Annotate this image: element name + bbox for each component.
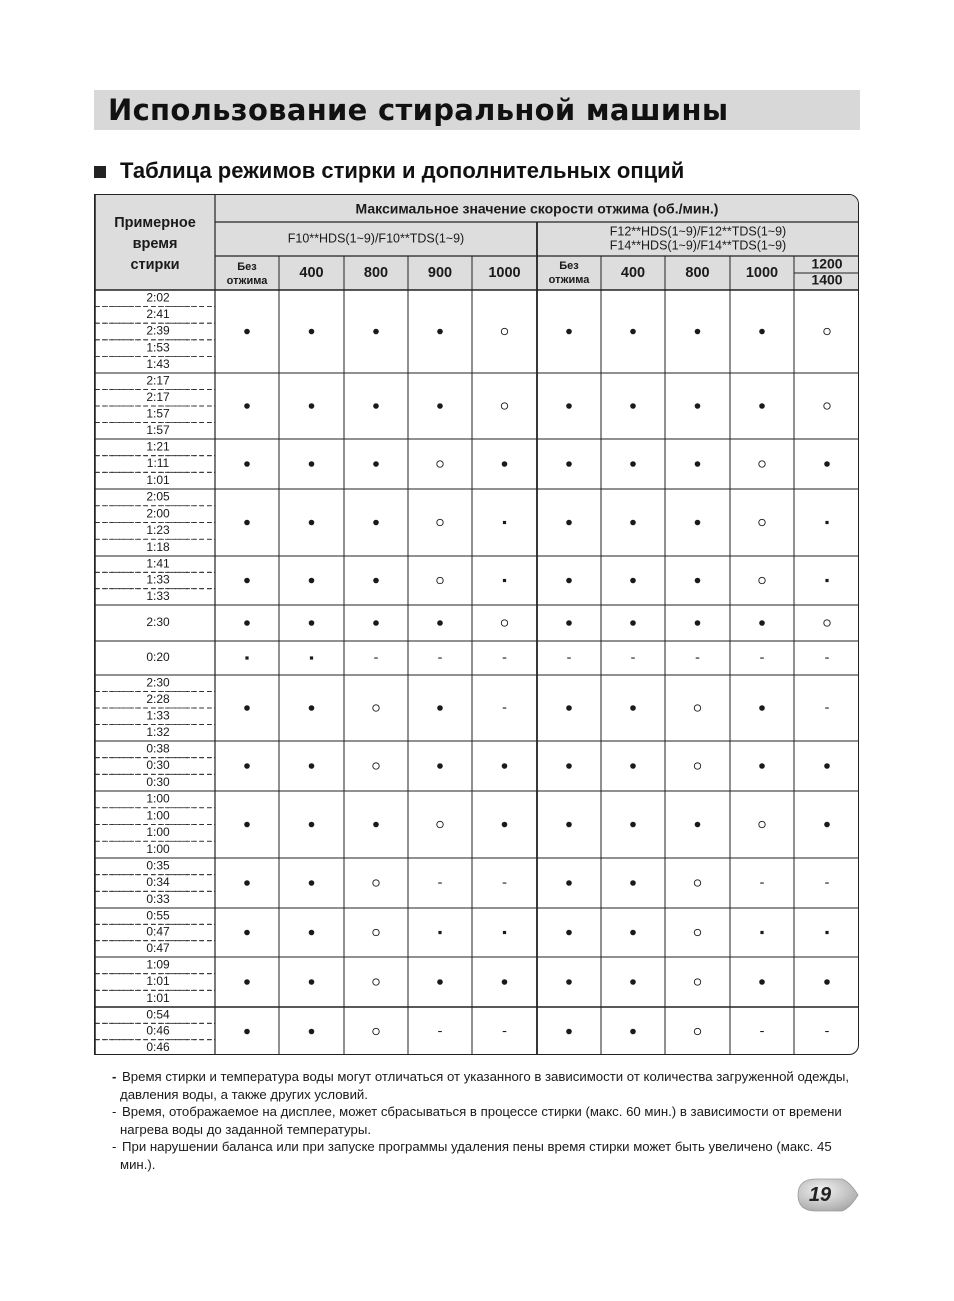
note-text: Время, отображаемое на дисплее, может сбрасываться в процессе стирки (макс. 60 мин.) в зависимости от времени нагрева воды до заданной температуры. — [120, 1104, 842, 1137]
wash-time: 2:30 — [146, 675, 170, 690]
open-circle-icon — [824, 620, 830, 626]
filled-circle-icon — [309, 520, 315, 526]
wash-time: 0:46 — [146, 1023, 170, 1038]
filled-circle-icon — [244, 520, 250, 526]
filled-circle-icon — [502, 979, 508, 985]
filled-circle-icon — [630, 403, 636, 409]
open-circle-icon — [759, 821, 765, 827]
wash-time: 2:00 — [146, 506, 170, 521]
dash-icon — [825, 708, 829, 709]
time-header-line: Примерное — [114, 214, 196, 231]
open-circle-icon — [501, 620, 507, 626]
filled-circle-icon — [566, 880, 572, 886]
filled-circle-icon — [502, 763, 508, 769]
wash-time: 1:09 — [146, 957, 170, 972]
filled-circle-icon — [309, 979, 315, 985]
filled-circle-icon — [309, 705, 315, 711]
wash-programs-table — [94, 194, 859, 1055]
filled-circle-icon — [309, 461, 315, 467]
filled-circle-icon — [244, 329, 250, 335]
note-text: Время стирки и температура воды могут отличаться от указанного в зависимости от количества загруженной одежды, давления воды, а также других условий. — [120, 1069, 850, 1102]
bold-dash-icon — [825, 931, 828, 934]
dash-icon — [503, 708, 507, 709]
wash-time: 1:57 — [146, 422, 170, 437]
filled-circle-icon — [695, 461, 701, 467]
dash-icon — [760, 658, 764, 659]
spin-speed-label: 400 — [299, 264, 324, 281]
filled-circle-icon — [759, 329, 765, 335]
filled-circle-icon — [373, 329, 379, 335]
spin-speed-label: 400 — [620, 264, 646, 281]
filled-circle-icon — [630, 1029, 636, 1035]
dash-icon — [825, 883, 829, 884]
wash-time: 1:23 — [146, 523, 170, 538]
open-circle-icon — [373, 705, 379, 711]
filled-circle-icon — [566, 329, 572, 335]
filled-circle-icon — [502, 461, 508, 467]
bold-dash-icon — [245, 656, 248, 659]
wash-time: 2:39 — [146, 323, 170, 338]
note-text: При нарушении баланса или при запуске программы удаления пены время стирки может быть увеличено (макс. 45 мин.). — [120, 1139, 832, 1172]
no-spin-label: отжима — [548, 273, 590, 286]
filled-circle-icon — [373, 461, 379, 467]
dash-icon — [438, 883, 442, 884]
wash-time: 2:05 — [146, 489, 170, 504]
filled-circle-icon — [244, 979, 250, 985]
open-circle-icon — [694, 763, 700, 769]
wash-time: 0:47 — [146, 941, 170, 956]
model-group-2-line: F12**HDS(1~9)/F12**TDS(1~9) — [609, 224, 787, 239]
wash-time: 1:01 — [146, 472, 170, 487]
filled-circle-icon — [630, 930, 636, 936]
bold-dash-icon — [503, 579, 506, 582]
filled-circle-icon — [759, 403, 765, 409]
filled-circle-icon — [566, 979, 572, 985]
filled-circle-icon — [630, 763, 636, 769]
wash-time: 1:43 — [146, 356, 170, 371]
open-circle-icon — [373, 929, 379, 935]
filled-circle-icon — [244, 880, 250, 886]
no-spin-label: Без — [237, 260, 257, 273]
filled-circle-icon — [309, 822, 315, 828]
filled-circle-icon — [309, 620, 315, 626]
wash-time: 0:54 — [146, 1007, 170, 1022]
note-dash: - — [112, 1139, 117, 1154]
wash-time: 1:33 — [146, 572, 170, 587]
filled-circle-icon — [824, 822, 830, 828]
filled-circle-icon — [373, 403, 379, 409]
filled-circle-icon — [373, 578, 379, 584]
bold-dash-icon — [760, 931, 763, 934]
filled-circle-icon — [244, 822, 250, 828]
wash-time: 0:35 — [146, 858, 170, 873]
filled-circle-icon — [566, 520, 572, 526]
model-group-1: F10**HDS(1~9)/F10**TDS(1~9) — [287, 231, 465, 246]
wash-time: 0:20 — [146, 650, 170, 665]
filled-circle-icon — [244, 930, 250, 936]
dash-icon — [438, 658, 442, 659]
open-circle-icon — [437, 821, 443, 827]
filled-circle-icon — [759, 705, 765, 711]
square-bullet-icon — [94, 166, 106, 178]
filled-circle-icon — [566, 930, 572, 936]
spin-speed-label: 1000 — [488, 264, 521, 281]
open-circle-icon — [694, 1028, 700, 1034]
bold-dash-icon — [438, 931, 441, 934]
open-circle-icon — [373, 763, 379, 769]
title-bar — [94, 90, 860, 130]
wash-time: 2:41 — [146, 307, 170, 322]
filled-circle-icon — [244, 705, 250, 711]
wash-time: 0:46 — [146, 1040, 170, 1055]
dash-icon — [374, 658, 378, 659]
dash-icon — [696, 658, 700, 659]
open-circle-icon — [824, 328, 830, 334]
wash-time: 1:21 — [146, 439, 170, 454]
wash-time: 1:00 — [146, 825, 170, 840]
filled-circle-icon — [437, 403, 443, 409]
spin-speed-label: 1400 — [811, 271, 843, 288]
filled-circle-icon — [695, 620, 701, 626]
wash-time: 1:11 — [146, 456, 170, 471]
filled-circle-icon — [566, 403, 572, 409]
filled-circle-icon — [566, 1029, 572, 1035]
open-circle-icon — [373, 979, 379, 985]
open-circle-icon — [373, 880, 379, 886]
filled-circle-icon — [373, 620, 379, 626]
filled-circle-icon — [244, 403, 250, 409]
spin-speed-label: 800 — [685, 264, 710, 281]
filled-circle-icon — [630, 520, 636, 526]
filled-circle-icon — [695, 403, 701, 409]
filled-circle-icon — [309, 880, 315, 886]
wash-time: 1:18 — [146, 539, 170, 554]
time-header-line: стирки — [130, 256, 180, 273]
filled-circle-icon — [373, 520, 379, 526]
bold-dash-icon — [310, 656, 313, 659]
open-circle-icon — [437, 519, 443, 525]
filled-circle-icon — [759, 979, 765, 985]
filled-circle-icon — [566, 578, 572, 584]
spin-speed-label: 800 — [363, 264, 389, 281]
filled-circle-icon — [309, 578, 315, 584]
filled-circle-icon — [437, 979, 443, 985]
filled-circle-icon — [244, 461, 250, 467]
spin-speed-label: 900 — [427, 264, 453, 281]
open-circle-icon — [437, 577, 443, 583]
wash-time: 1:41 — [146, 556, 170, 571]
bold-dash-icon — [825, 521, 828, 524]
wash-time: 1:33 — [146, 708, 170, 723]
bold-dash-icon — [825, 579, 828, 582]
filled-circle-icon — [630, 979, 636, 985]
wash-time: 1:01 — [146, 974, 170, 989]
wash-time: 0:38 — [146, 741, 170, 756]
filled-circle-icon — [695, 329, 701, 335]
dash-icon — [760, 1031, 764, 1032]
spin-speed-label: 1000 — [745, 264, 779, 281]
dash-icon — [503, 883, 507, 884]
filled-circle-icon — [309, 763, 315, 769]
wash-time: 1:00 — [146, 841, 170, 856]
note-dash: - — [112, 1069, 117, 1084]
filled-circle-icon — [309, 930, 315, 936]
filled-circle-icon — [244, 578, 250, 584]
bold-dash-icon — [503, 521, 506, 524]
note-item — [112, 1103, 857, 1138]
note-dash: - — [112, 1104, 117, 1119]
filled-circle-icon — [309, 403, 315, 409]
open-circle-icon — [694, 979, 700, 985]
wash-time: 1:00 — [146, 808, 170, 823]
filled-circle-icon — [437, 705, 443, 711]
filled-circle-icon — [824, 763, 830, 769]
page-title: Использование стиральной машины — [108, 93, 729, 127]
filled-circle-icon — [309, 329, 315, 335]
wash-time: 1:57 — [146, 406, 170, 421]
dash-icon — [760, 883, 764, 884]
bold-dash-icon — [503, 931, 506, 934]
filled-circle-icon — [630, 578, 636, 584]
filled-circle-icon — [630, 880, 636, 886]
dash-icon — [825, 658, 829, 659]
filled-circle-icon — [759, 620, 765, 626]
filled-circle-icon — [566, 763, 572, 769]
notes — [112, 1068, 857, 1173]
open-circle-icon — [501, 328, 507, 334]
wash-time: 0:47 — [146, 924, 170, 939]
open-circle-icon — [373, 1028, 379, 1034]
wash-time: 0:34 — [146, 875, 170, 890]
filled-circle-icon — [630, 705, 636, 711]
filled-circle-icon — [630, 620, 636, 626]
wash-time: 0:30 — [146, 774, 170, 789]
filled-circle-icon — [566, 822, 572, 828]
filled-circle-icon — [437, 620, 443, 626]
model-group-2-line: F14**HDS(1~9)/F14**TDS(1~9) — [609, 238, 787, 253]
filled-circle-icon — [695, 520, 701, 526]
wash-time: 2:17 — [146, 373, 170, 388]
no-spin-label: отжима — [226, 274, 268, 287]
page-number: 19 — [808, 1184, 832, 1206]
filled-circle-icon — [824, 461, 830, 467]
open-circle-icon — [759, 519, 765, 525]
wash-time: 0:30 — [146, 758, 170, 773]
wash-time: 1:32 — [146, 724, 170, 739]
dash-icon — [438, 1031, 442, 1032]
open-circle-icon — [501, 403, 507, 409]
filled-circle-icon — [695, 822, 701, 828]
wash-time: 1:01 — [146, 990, 170, 1005]
wash-time: 2:02 — [146, 290, 170, 305]
spin-speed-label: 1200 — [811, 255, 843, 272]
wash-time: 2:17 — [146, 389, 170, 404]
filled-circle-icon — [695, 578, 701, 584]
filled-circle-icon — [437, 763, 443, 769]
filled-circle-icon — [630, 461, 636, 467]
wash-time: 1:33 — [146, 589, 170, 604]
section-title: Таблица режимов стирки и дополнительных опций — [120, 158, 685, 183]
open-circle-icon — [694, 880, 700, 886]
filled-circle-icon — [630, 822, 636, 828]
open-circle-icon — [694, 929, 700, 935]
filled-circle-icon — [566, 620, 572, 626]
filled-circle-icon — [437, 329, 443, 335]
open-circle-icon — [437, 461, 443, 467]
wash-time: 2:28 — [146, 691, 170, 706]
no-spin-label: Без — [559, 259, 579, 272]
filled-circle-icon — [759, 763, 765, 769]
wash-time: 1:00 — [146, 791, 170, 806]
filled-circle-icon — [502, 822, 508, 828]
open-circle-icon — [759, 577, 765, 583]
filled-circle-icon — [373, 822, 379, 828]
wash-time: 2:30 — [146, 615, 170, 630]
wash-programs-table-svg — [95, 195, 859, 1055]
dash-icon — [503, 1031, 507, 1032]
filled-circle-icon — [244, 1029, 250, 1035]
dash-icon — [503, 658, 507, 659]
dash-icon — [631, 658, 635, 659]
note-item — [112, 1068, 857, 1103]
wash-time: 0:33 — [146, 891, 170, 906]
filled-circle-icon — [309, 1029, 315, 1035]
open-circle-icon — [694, 705, 700, 711]
filled-circle-icon — [244, 620, 250, 626]
time-header-line: время — [132, 235, 178, 252]
page-badge — [796, 1178, 860, 1212]
dash-icon — [567, 658, 571, 659]
open-circle-icon — [824, 403, 830, 409]
max-speed-header: Максимальное значение скорости отжима (об./мин.) — [355, 200, 719, 217]
open-circle-icon — [759, 461, 765, 467]
filled-circle-icon — [244, 763, 250, 769]
wash-time: 0:55 — [146, 908, 170, 923]
filled-circle-icon — [566, 461, 572, 467]
filled-circle-icon — [566, 705, 572, 711]
filled-circle-icon — [824, 979, 830, 985]
dash-icon — [825, 1031, 829, 1032]
note-item — [112, 1138, 857, 1173]
wash-time: 1:53 — [146, 340, 170, 355]
filled-circle-icon — [630, 329, 636, 335]
